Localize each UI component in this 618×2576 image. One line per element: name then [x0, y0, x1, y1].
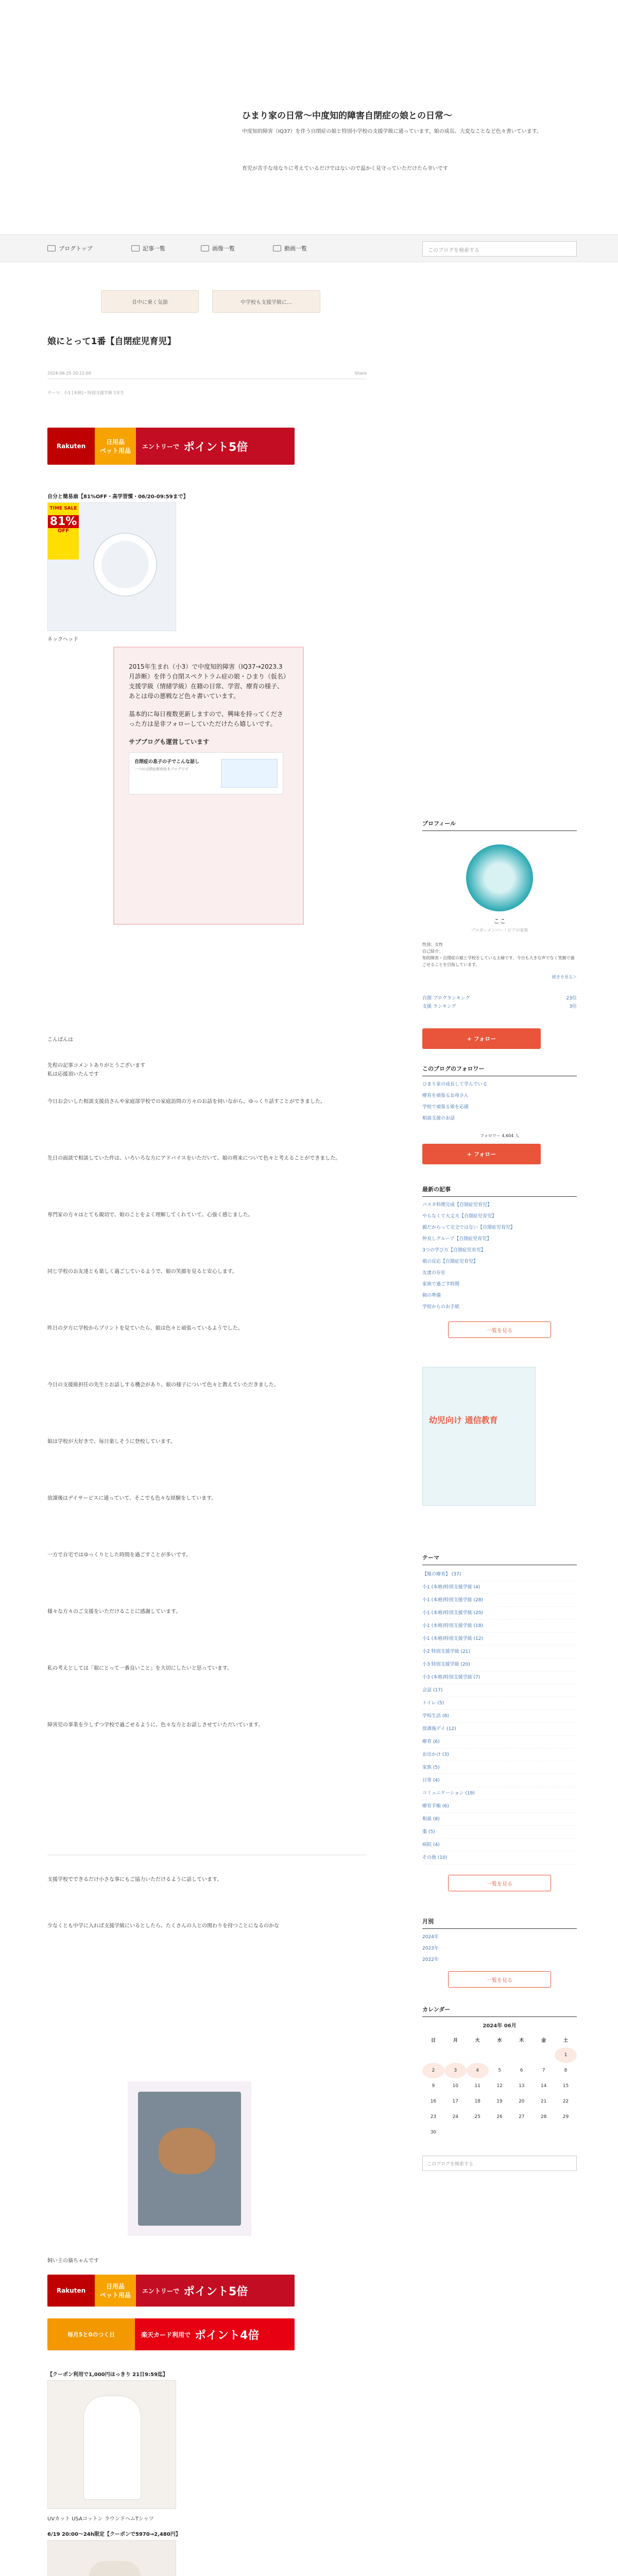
calendar-day[interactable]: 10 — [452, 2083, 458, 2089]
sidebar-follow-button-2[interactable]: + フォロー — [422, 1144, 541, 1164]
theme-link[interactable]: 小1 (本格)特別支援学級 (12) — [422, 1633, 577, 1646]
sidebar-follow-button[interactable]: + フォロー — [422, 1028, 541, 1049]
calendar-day — [510, 2125, 533, 2140]
ad-banner[interactable]: 幼児向け 通信教育 — [422, 1367, 536, 1506]
archive-link[interactable]: 2023年 — [422, 1946, 439, 1951]
calendar-day — [422, 2047, 444, 2063]
entry-date: 2024-06-25 20:22:00 — [47, 371, 91, 376]
calendar-day[interactable]: 30 — [430, 2130, 437, 2135]
theme-link[interactable]: その他 (10) — [422, 1852, 577, 1865]
theme-link[interactable]: 小3 (本格)特別支援学級 (7) — [422, 1671, 577, 1684]
sidebar-search-input[interactable]: このブログを検索する — [422, 2156, 577, 2171]
calendar-day[interactable]: 6 — [520, 2068, 523, 2073]
theme-link[interactable]: お出かけ (3) — [422, 1749, 577, 1761]
entry-paragraph: 今日の支援級担任の先生とお話しする機会があり、娘の様子について色々と教えていただきました。 — [47, 1382, 279, 1388]
tops-graphic — [89, 2561, 141, 2576]
latest-entry-link[interactable]: やらなくて大丈夫【自閉症児育児】 — [422, 1214, 497, 1219]
latest-entry-link[interactable]: パスタ料理完成【自閉症児育児】 — [422, 1202, 492, 1208]
sub-blog-thumbnail — [221, 759, 278, 788]
latest-entry-link[interactable]: 朝の準備 — [422, 1293, 441, 1298]
calendar-day[interactable]: 13 — [519, 2083, 525, 2089]
theme-link[interactable]: 小3 特別支援学級 (20) — [422, 1658, 577, 1671]
cat-graphic — [159, 2128, 215, 2174]
calendar-day[interactable]: 4 — [467, 2063, 489, 2078]
calendar-day — [489, 2047, 511, 2063]
blog-header — [0, 0, 618, 227]
latest-entry-link[interactable]: 3つの学び方【自閉症児育児】 — [422, 1248, 486, 1253]
entry-paragraph: 少なくとも中学に入れば支援学級にいるとしたら、たくさんの人との関わりを持つことになるのかな — [47, 1923, 279, 1929]
entry-paragraph: 同じ学校のお友達とも楽しく過ごしているようで、娘の笑顔を見ると安心します。 — [47, 1269, 237, 1275]
ranking-link[interactable]: 自閉 ブログランキング 23位 — [422, 996, 577, 1001]
theme-link[interactable]: コミュニケーション (19) — [422, 1787, 577, 1800]
latest-see-all[interactable]: 一覧を見る — [448, 1321, 551, 1338]
calendar-day[interactable]: 22 — [562, 2099, 569, 2104]
theme-link[interactable]: 小1 (本格)特別支援学級 (4) — [422, 1581, 577, 1594]
calendar-day[interactable]: 5 — [498, 2068, 501, 2073]
blog-description: 中度知的障害（IQ37）を伴う自閉症の娘と特別小学校の支援学級に通っています。娘の成長、大変なことなど色々書いています。 — [242, 129, 542, 134]
ranking-link[interactable]: 支援 ランキング 3位 — [422, 1004, 577, 1009]
nav-image-list[interactable]: 画像一覧 — [201, 244, 235, 252]
rakuten-banner-3[interactable]: 毎月5と0のつく日 楽天カード利用で ポイント4倍 — [47, 2318, 295, 2350]
sidebar: プロフィール ここ ブロガーメンバー・ピアの家族 性別：女性 自己紹介： 知的障害・自閉症の娘と学校をしている主婦です。今日も大きな声でなく笑顔で過ごせることを目指しています。 続きを見る＞ 自閉 ブログランキング 23位 支援 ランキング 3位 + フォロー このブログのフォロワー ひまり家の成長して学んでいる 療育を頑張るお母さん 学校で頑張る娘を応援 相談支援のお話 フォロワー 4,604 人 + フォロー 最新の記事 パスタ料理完成【自閉症児育児】 やらなくて大丈夫【自閉症児育児】 親だからって完全ではない【自閉症児育児】 仲良しグループ【自閉症児育児】 3つの学び方【自閉症児育児】 娘の反応【自閉症児育児】 友達の存在 家族で過ごす時間 朝の準備 学校からのお手紙 一覧を見る 幼児向け 通信教育 テーマ 【娘の療育】 (37) 小1 (本格)特別支援学級 (4) 小1 (本格)特別支援学級 (28) 小1 (本格)特別支援学級 (20) 小1 (本格)特別支援学級 (18) 小1 (本格)特別支援学級 (12) 小2 特別支援学級 (21) 小3 特別支援学級 (20) 小3 (本格)特別支援学級 (7) 会話 (17) トイレ (5) 学校生活 (8) 放課後デイ (12) 療育 (6) お出かけ (3) 家族 (5) 日常 (4) コミュニケーション (19) 療育手帳 (6) 相談 (8) 薬 (5) 病院 (4) その他 (10) 一覧を見る 月別 2024年 2023年 2022年 一覧を見る カレンダー 2024年 06月 日 月 火 水 木 金 土 1 2 3 4 5 6 7 8 9 10 11 12 13 14 15 16 17 18 19 20 21 22 23 24 25 26 27 28 29 30 このブログを検索する — [422, 819, 577, 2171]
theme-link[interactable]: 小1 (本格)特別支援学級 (28) — [422, 1594, 577, 1607]
latest-entry-link[interactable]: 家族で過ごす時間 — [422, 1282, 460, 1287]
theme-link[interactable]: 放課後デイ (12) — [422, 1723, 577, 1736]
rakuten-banner-1[interactable]: Rakuten 日用品 ペット用品 エントリーで ポイント5倍 — [47, 428, 295, 465]
entry-paragraph: 先日の面談で相談していた件は、いろいろな方にアドバイスをいただいて、娘の将来について色々と考えることができました。 — [47, 1156, 341, 1161]
latest-entry-link[interactable]: 親だからって完全ではない【自閉症児育児】 — [422, 1225, 516, 1230]
product3-label[interactable]: 6/19 20:00〜24h限定【クーポンで5970→2,480円】 — [47, 2532, 181, 2537]
archive-link[interactable]: 2022年 — [422, 1957, 439, 1962]
calendar-day[interactable]: 15 — [562, 2083, 569, 2089]
theme-link[interactable]: 家族 (5) — [422, 1761, 577, 1774]
calendar-day[interactable]: 12 — [496, 2083, 503, 2089]
product-label[interactable]: 自分と簡易扇【81%OFF・高学習慣・06/20-09:59まで】 — [47, 494, 188, 500]
entry-paragraph: 私の考えとしては「娘にとって一番良いこと」を大切にしたいと思っています。 — [47, 1666, 232, 1671]
nav-entry-list[interactable]: 記事一覧 — [131, 244, 165, 252]
calendar-day[interactable]: 14 — [540, 2083, 547, 2089]
product3-image[interactable] — [47, 2540, 176, 2576]
follower-item[interactable]: 療育を頑張るお母さん — [422, 1093, 469, 1098]
entry-paragraph: 先程の記事コメントありがとうございます 私は応援頂いたんです — [47, 1063, 145, 1077]
theme-link[interactable]: 療育 (6) — [422, 1736, 577, 1749]
calendar-day[interactable]: 18 — [474, 2099, 480, 2104]
entry-paragraph: 様々な方々のご支援をいただけることに感謝しています。 — [47, 1609, 181, 1615]
calendar-day — [533, 2047, 555, 2063]
theme-link[interactable]: 相談 (8) — [422, 1813, 577, 1826]
calendar-day[interactable]: 17 — [452, 2099, 458, 2104]
calendar-day[interactable]: 21 — [540, 2099, 547, 2104]
calendar-weekday: 水 — [497, 2038, 502, 2043]
nav-blog-top[interactable]: ブログトップ — [47, 244, 93, 252]
tag-button-1[interactable]: 昔中に乗く気節 — [101, 290, 199, 313]
entry-paragraph: 放課後はデイサービスに通っていて、そこでも色々な経験をしています。 — [47, 1496, 217, 1501]
calendar-day[interactable]: 3 — [444, 2063, 467, 2078]
calendar-day[interactable]: 8 — [564, 2068, 568, 2073]
calendar-weekday: 日 — [431, 2038, 436, 2043]
latest-entry-link[interactable]: 友達の存在 — [422, 1270, 446, 1276]
archive-see-all[interactable]: 一覧を見る — [448, 1971, 551, 1988]
calendar-weekday: 土 — [563, 2038, 569, 2043]
image-icon — [201, 245, 209, 251]
calendar-weekday: 火 — [475, 2038, 480, 2043]
global-nav — [0, 234, 618, 262]
entry-paragraph: 娘は学校が大好きで、毎日楽しそうに登校しています。 — [47, 1439, 176, 1445]
product2-name[interactable]: UVカット USAコットン ラウンドヘムTシャツ — [47, 2516, 154, 2522]
theme-link[interactable]: 薬 (5) — [422, 1826, 577, 1839]
follower-item[interactable]: 学校で頑張る娘を応援 — [422, 1105, 469, 1110]
calendar-day[interactable]: 23 — [430, 2114, 437, 2120]
blog-description-sub: 育児が苦手な母なりに考えているだけではないので温かく見守っていただけたら幸いです — [242, 166, 448, 172]
calendar: 2024年 06月 日 月 火 水 木 金 土 1 2 3 4 5 6 7 8 9 10 11 12 13 14 15 16 17 18 19 20 21 22 23 24 25 26 27 28 29 30 — [422, 2021, 577, 2140]
list-icon — [131, 245, 140, 251]
calendar-day — [444, 2125, 467, 2140]
home-icon — [47, 245, 56, 251]
entry-paragraph: 専門家の方々はとても親切で、娘のことをよく理解してくれていて、心強く感じました。 — [47, 1212, 253, 1218]
profile-box: 2015年生まれ（小3）で中度知的障害（IQ37→2023.3月診断）を伴う自閉スペクトラム症の娘・ひまり（仮名）支援学級（情緒学級）在籍の日常、学習、療育の様子、あとは母の悪戦など色々書いています。 基本的に毎日複数更新しますので、興味を持ってくださった方は是非フォローしていただけたら嬉しいです。 サブブログも運営しています 自閉症の息子の子でこんな話し 一つの自閉症療育絵本ブログです — [113, 647, 304, 925]
calendar-weekday: 月 — [453, 2038, 458, 2043]
product-name[interactable]: ネックヘッド — [47, 637, 78, 642]
theme-link[interactable]: 小1 (本格)特別支援学級 (20) — [422, 1607, 577, 1620]
latest-entry-link[interactable]: 仲良しグループ【自閉症児育児】 — [422, 1236, 492, 1242]
calendar-day[interactable]: 2 — [422, 2063, 444, 2078]
tag-button-2[interactable]: 中学校も支援学級に… — [212, 290, 320, 313]
follower-item[interactable]: ひまり家の成長して学んでいる — [422, 1082, 488, 1087]
entry-paragraph: 一方で自宅ではゆっくりとした時間を過ごすことが多いです。 — [47, 1552, 192, 1558]
calendar-day[interactable]: 19 — [496, 2099, 503, 2104]
theme-link[interactable]: 日常 (4) — [422, 1774, 577, 1787]
calendar-day[interactable]: 7 — [542, 2068, 545, 2073]
entry-paragraph: 障害児の事業を少しずつ学校で過ごせるように、色々な方とお話しさせていただいています。 — [47, 1722, 264, 1728]
theme-see-all[interactable]: 一覧を見る — [448, 1875, 551, 1891]
theme-link[interactable]: 【娘の療育】 (37) — [422, 1568, 577, 1581]
sub-blog-card[interactable]: 自閉症の息子の子でこんな話し 一つの自閉症療育絵本ブログです — [129, 752, 283, 794]
video-icon — [273, 245, 281, 251]
rakuten-banner-2[interactable]: Rakuten 日用品 ペット用品 エントリーで ポイント5倍 — [47, 2275, 295, 2307]
entry-paragraph: 昨日の夕方に学校からプリントを見ていたら、娘は色々と頑張っているようでした。 — [47, 1326, 243, 1331]
latest-entry-link[interactable]: 娘の反応【自閉症児育児】 — [422, 1259, 478, 1264]
latest-entry-link[interactable]: 学校からのお手紙 — [422, 1304, 460, 1310]
cat-caption: 飼い主の猫ちゃんです — [47, 2258, 99, 2264]
entry-paragraph: 支援学校でできるだけ小さな事にもご協力いただけるように話しています。 — [47, 1877, 222, 1883]
theme-link[interactable]: 小2 特別支援学級 (21) — [422, 1646, 577, 1658]
theme-link[interactable]: 会話 (17) — [422, 1684, 577, 1697]
archive-link[interactable]: 2024年 — [422, 1935, 439, 1940]
calendar-day[interactable]: 29 — [562, 2114, 569, 2120]
calendar-day[interactable]: 20 — [519, 2099, 525, 2104]
calendar-day[interactable]: 9 — [432, 2083, 435, 2089]
theme-link[interactable]: トイレ (5) — [422, 1697, 577, 1710]
calendar-day — [489, 2125, 511, 2140]
calendar-day[interactable]: 11 — [474, 2083, 480, 2089]
calendar-day[interactable]: 1 — [555, 2047, 577, 2063]
entry-paragraph: こんばんは — [47, 1037, 73, 1043]
calendar-weekday: 木 — [519, 2038, 524, 2043]
calendar-day — [510, 2047, 533, 2063]
theme-link[interactable]: 小1 (本格)特別支援学級 (18) — [422, 1620, 577, 1633]
product-image[interactable] — [47, 502, 176, 631]
calendar-day — [533, 2125, 555, 2140]
calendar-day — [467, 2125, 489, 2140]
share-label[interactable]: Share — [354, 371, 367, 376]
rakuten-logo: Rakuten — [47, 428, 95, 465]
entry-title[interactable]: 娘にとって1番【自閉症児育児】 — [47, 336, 176, 347]
theme-link[interactable]: 療育手帳 (6) — [422, 1800, 577, 1813]
theme-link[interactable]: 学校生活 (8) — [422, 1710, 577, 1723]
tshirt-graphic — [84, 2396, 141, 2499]
calendar-day[interactable]: 25 — [474, 2114, 480, 2120]
calendar-day — [444, 2047, 467, 2063]
blog-title[interactable]: ひまり家の日常〜中度知的障害自閉症の娘との日常〜 — [242, 111, 452, 121]
entry-paragraph: 今日お会いした相談支援員さんや家庭部学校での家庭訪問の方々のお話を伺いながら、ゆっくり話すことができました。 — [47, 1099, 325, 1105]
calendar-day[interactable]: 28 — [540, 2114, 547, 2120]
calendar-day — [467, 2047, 489, 2063]
sale-badge: TIME SALE 81% OFF — [48, 503, 79, 560]
calendar-day[interactable]: 16 — [430, 2099, 437, 2104]
theme-link[interactable]: 病院 (4) — [422, 1839, 577, 1852]
search-input[interactable]: このブログを検索する — [422, 241, 577, 257]
entry-meta — [47, 371, 367, 379]
product2-image[interactable] — [47, 2380, 176, 2509]
calendar-weekday: 金 — [541, 2038, 546, 2043]
profile-avatar[interactable] — [466, 844, 533, 911]
neck-fan-graphic — [94, 534, 156, 596]
product2-label[interactable]: 【クーポン利用で1,000円ほっきり 21日9:59迄】 — [47, 2372, 168, 2378]
follower-item[interactable]: 相談支援のお話 — [422, 1116, 455, 1121]
calendar-day[interactable]: 26 — [496, 2114, 503, 2120]
calendar-day[interactable]: 24 — [452, 2114, 458, 2120]
entry-theme[interactable]: テーマ：小1 [本格]〜特別支援学級 1年生 — [47, 391, 125, 395]
nav-video-list[interactable]: 動画一覧 — [273, 244, 307, 252]
calendar-day — [555, 2125, 577, 2140]
cat-photo[interactable] — [128, 2081, 251, 2236]
calendar-day[interactable]: 27 — [519, 2114, 525, 2120]
